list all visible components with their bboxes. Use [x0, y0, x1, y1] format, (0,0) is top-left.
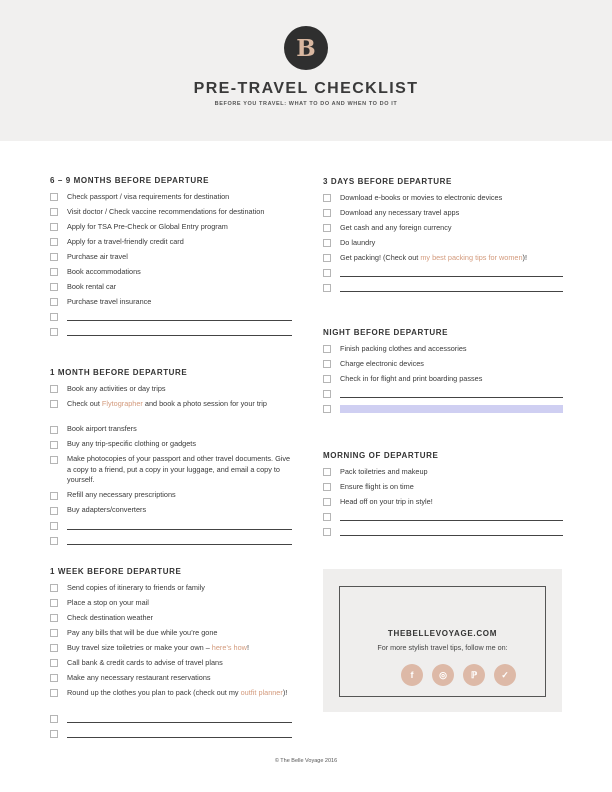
checklist-item: [50, 298, 292, 307]
label-text: )!: [522, 252, 527, 262]
checkbox[interactable]: [50, 193, 58, 201]
label-text: )!: [282, 687, 288, 697]
checkbox[interactable]: [323, 224, 331, 232]
checkbox[interactable]: [323, 345, 331, 353]
checkbox[interactable]: [323, 405, 331, 413]
checkbox[interactable]: [50, 441, 58, 449]
checkbox[interactable]: [50, 730, 58, 738]
checklist-item-label: [67, 643, 292, 654]
blank-checklist-item: [50, 537, 292, 545]
write-in-line[interactable]: [67, 715, 292, 723]
blank-checklist-item: [323, 390, 563, 398]
blank-checklist-item: [323, 269, 563, 277]
checkbox[interactable]: [323, 360, 331, 368]
checkbox[interactable]: [323, 528, 331, 536]
checkbox[interactable]: [50, 298, 58, 306]
pinterest-icon[interactable]: ℙ: [463, 664, 485, 686]
checklist-item: [50, 644, 292, 653]
checklist-item: [323, 498, 563, 507]
checklist-item-label: Apply for a travel-friendly credit card: [67, 236, 184, 246]
blank-checklist-item: [323, 405, 563, 413]
site-name: THEBELLEVOYAGE.COM: [387, 629, 498, 638]
checkbox[interactable]: [50, 689, 58, 697]
facebook-icon[interactable]: f: [401, 664, 423, 686]
checklist-item-label: [340, 253, 563, 264]
checklist-item-label: Download any necessary travel apps: [340, 207, 460, 217]
blank-checklist-item: [323, 528, 563, 536]
checkbox[interactable]: [50, 253, 58, 261]
checkbox[interactable]: [50, 507, 58, 515]
checklist-item-label: Charge electronic devices: [340, 358, 424, 368]
checkbox[interactable]: [323, 284, 331, 292]
checklist-item-label: [67, 688, 292, 699]
checklist-item-label: Check passport / visa requirements for destination: [67, 191, 230, 201]
section-1-month: [50, 368, 292, 514]
checklist-item: [50, 659, 292, 668]
checkbox[interactable]: [50, 208, 58, 216]
checkbox[interactable]: [50, 599, 58, 607]
checkbox[interactable]: [50, 629, 58, 637]
blank-checklist-item: [50, 522, 292, 530]
checkbox[interactable]: [50, 614, 58, 622]
write-in-line[interactable]: [67, 328, 292, 336]
checkbox[interactable]: [323, 513, 331, 521]
checklist-item: [50, 599, 292, 608]
instagram-icon[interactable]: ◎: [432, 664, 454, 686]
write-in-line[interactable]: [340, 390, 563, 398]
checklist-item: [50, 208, 292, 217]
checklist-item-label: Book any activities or day trips: [67, 383, 166, 393]
section-title: 1 WEEK BEFORE DEPARTURE: [50, 567, 182, 576]
checklist-item: [50, 385, 292, 394]
checklist-item: [50, 584, 292, 593]
label-text: Round up the clothes you plan to pack (check out my: [67, 687, 241, 697]
page-subtitle: BEFORE YOU TRAVEL: WHAT TO DO AND WHEN TO DO IT: [214, 101, 398, 107]
checklist-item: [50, 492, 292, 501]
checkbox[interactable]: [50, 674, 58, 682]
checkbox[interactable]: [50, 238, 58, 246]
checklist-item: [323, 360, 563, 369]
write-in-line[interactable]: [340, 284, 563, 292]
checklist-item: [323, 468, 563, 477]
section-6-9-months: [50, 176, 292, 306]
label-text: and book a photo session for your trip: [142, 398, 267, 408]
checklist-item-label: Visit doctor / Check vaccine recommendations for destination: [67, 206, 265, 216]
checklist-item-label: Book accommodations: [67, 266, 141, 276]
checklist-item: [323, 254, 563, 263]
header-band: [0, 0, 612, 141]
checklist-item-label: Pack toiletries and makeup: [340, 466, 428, 476]
checklist-item-label: Book airport transfers: [67, 424, 137, 433]
checklist-item: [323, 345, 563, 354]
checklist-item: [323, 224, 563, 233]
section-title: MORNING OF DEPARTURE: [323, 451, 439, 460]
checklist-item: [50, 614, 292, 623]
checklist-item-label: Book rental car: [67, 281, 117, 291]
checklist-item-label: Get cash and any foreign currency: [340, 222, 452, 232]
checkbox[interactable]: [50, 328, 58, 336]
write-in-line[interactable]: [340, 269, 563, 277]
blank-checklist-item: [50, 730, 292, 738]
checkbox[interactable]: [50, 715, 58, 723]
checklist-item-label: Buy any trip-specific clothing or gadgets: [67, 439, 196, 448]
checkbox[interactable]: [50, 223, 58, 231]
write-in-line[interactable]: [67, 313, 292, 321]
label-text: Buy travel size toiletries or make your own –: [67, 642, 212, 652]
checklist-item: [50, 674, 292, 683]
section-3-days: [323, 177, 563, 262]
checklist-item-label: Download e-books or movies to electronic devices: [340, 192, 503, 202]
checklist-item: [323, 194, 563, 203]
blank-checklist-item: [50, 313, 292, 321]
checkbox[interactable]: [50, 400, 58, 408]
checklist-item: [50, 238, 292, 247]
blank-checklist-item: [323, 513, 563, 521]
checklist-item: [50, 441, 292, 450]
label-text: Check out: [67, 398, 102, 408]
checklist-item-label: Do laundry: [340, 237, 376, 247]
inline-link[interactable]: outfit planner: [240, 687, 283, 697]
section-title: 1 MONTH BEFORE DEPARTURE: [50, 368, 188, 377]
checkbox[interactable]: [323, 468, 331, 476]
section-morning-of: [323, 451, 563, 506]
checkbox[interactable]: [50, 522, 58, 530]
checklist-item: [50, 268, 292, 277]
twitter-icon[interactable]: ✓: [494, 664, 516, 686]
checklist-item-label: Finish packing clothes and accessories: [340, 343, 467, 353]
section-1-week: [50, 567, 292, 697]
checklist-item-label: Ensure flight is on time: [340, 481, 414, 491]
checkbox[interactable]: [323, 239, 331, 247]
write-in-line[interactable]: [67, 537, 292, 545]
logo-letter: B: [296, 34, 316, 62]
section-title: NIGHT BEFORE DEPARTURE: [323, 328, 449, 337]
checkbox[interactable]: [323, 390, 331, 398]
checkbox[interactable]: [50, 283, 58, 291]
inline-link[interactable]: my best packing tips for women: [420, 252, 523, 262]
section-title: 6 – 9 MONTHS BEFORE DEPARTURE: [50, 176, 210, 185]
checkbox[interactable]: [323, 498, 331, 506]
checklist-item-label: Make photocopies of your passport and other travel documents. Give a copy to a friend, put a copy in your luggage, and email a copy to yourself.: [67, 454, 291, 484]
checkbox[interactable]: [50, 268, 58, 276]
checkbox[interactable]: [50, 385, 58, 393]
checkbox[interactable]: [323, 269, 331, 277]
checklist-item: [50, 689, 292, 698]
blank-checklist-item: [323, 284, 563, 292]
label-text: Get packing! (Check out: [340, 252, 421, 262]
inline-link[interactable]: Flytographer: [101, 398, 143, 408]
write-in-line[interactable]: [67, 730, 292, 738]
checkbox[interactable]: [50, 659, 58, 667]
write-in-line[interactable]: [67, 522, 292, 530]
checkbox[interactable]: [50, 537, 58, 545]
checklist-item: [50, 283, 292, 292]
blank-checklist-item: [50, 715, 292, 723]
checklist-item-label: [67, 399, 292, 410]
footer-copyright: © The Belle Voyage 2016: [274, 758, 338, 764]
checkbox[interactable]: [323, 254, 331, 262]
section-night-before: [323, 328, 563, 383]
checkbox[interactable]: [50, 426, 58, 434]
checklist-item: [323, 483, 563, 492]
checkbox[interactable]: [323, 375, 331, 383]
checkbox[interactable]: [323, 483, 331, 491]
checklist-item-label: Check destination weather: [67, 612, 153, 622]
checkbox[interactable]: [50, 456, 58, 464]
checkbox[interactable]: [50, 492, 58, 500]
checklist-item: [50, 507, 292, 516]
inline-link[interactable]: here’s how: [211, 642, 247, 652]
checklist-item: [50, 456, 292, 486]
checklist-item: [50, 400, 292, 409]
checkbox[interactable]: [323, 194, 331, 202]
checklist-item-label: Check in for flight and print boarding passes: [340, 373, 483, 383]
checklist-item: [50, 193, 292, 202]
checkbox[interactable]: [50, 584, 58, 592]
write-in-line[interactable]: [340, 513, 563, 521]
checklist-item-label: Pay any bills that will be due while you’re gone: [67, 627, 218, 637]
checklist-item-label: Send copies of itinerary to friends or family: [67, 582, 205, 592]
checklist-item-label: Place a stop on your mail: [67, 597, 149, 607]
write-in-line[interactable]: [340, 405, 563, 413]
checklist-item-label: Refill any necessary prescriptions: [67, 490, 176, 499]
checkbox[interactable]: [323, 209, 331, 217]
checklist-item: [323, 375, 563, 384]
page-title: PRE-TRAVEL CHECKLIST: [193, 80, 419, 97]
checklist-item: [50, 629, 292, 638]
checklist-item: [323, 239, 563, 248]
checklist-item-label: Head off on your trip in style!: [340, 496, 433, 506]
checklist-item-label: Apply for TSA Pre-Check or Global Entry program: [67, 221, 228, 231]
blank-checklist-item: [50, 328, 292, 336]
section-title: 3 DAYS BEFORE DEPARTURE: [323, 177, 452, 186]
write-in-line[interactable]: [340, 528, 563, 536]
promo-box: [323, 569, 562, 712]
checkbox[interactable]: [50, 644, 58, 652]
checklist-item: [323, 209, 563, 218]
label-text: !: [246, 642, 249, 652]
checklist-item-label: Buy adapters/converters: [67, 505, 147, 514]
checklist-item: [50, 426, 292, 435]
checklist-item: [50, 223, 292, 232]
checklist-item-label: Make any necessary restaurant reservations: [67, 672, 211, 682]
checklist-item-label: Purchase travel insurance: [67, 296, 152, 306]
follow-text: For more stylish travel tips, follow me on:: [377, 643, 508, 652]
checklist-item: [50, 253, 292, 262]
checklist-item-label: Call bank & credit cards to advise of travel plans: [67, 657, 223, 667]
logo: [284, 26, 328, 70]
promo-frame: [339, 586, 546, 697]
checklist-item-label: Purchase air travel: [67, 251, 128, 261]
checkbox[interactable]: [50, 313, 58, 321]
